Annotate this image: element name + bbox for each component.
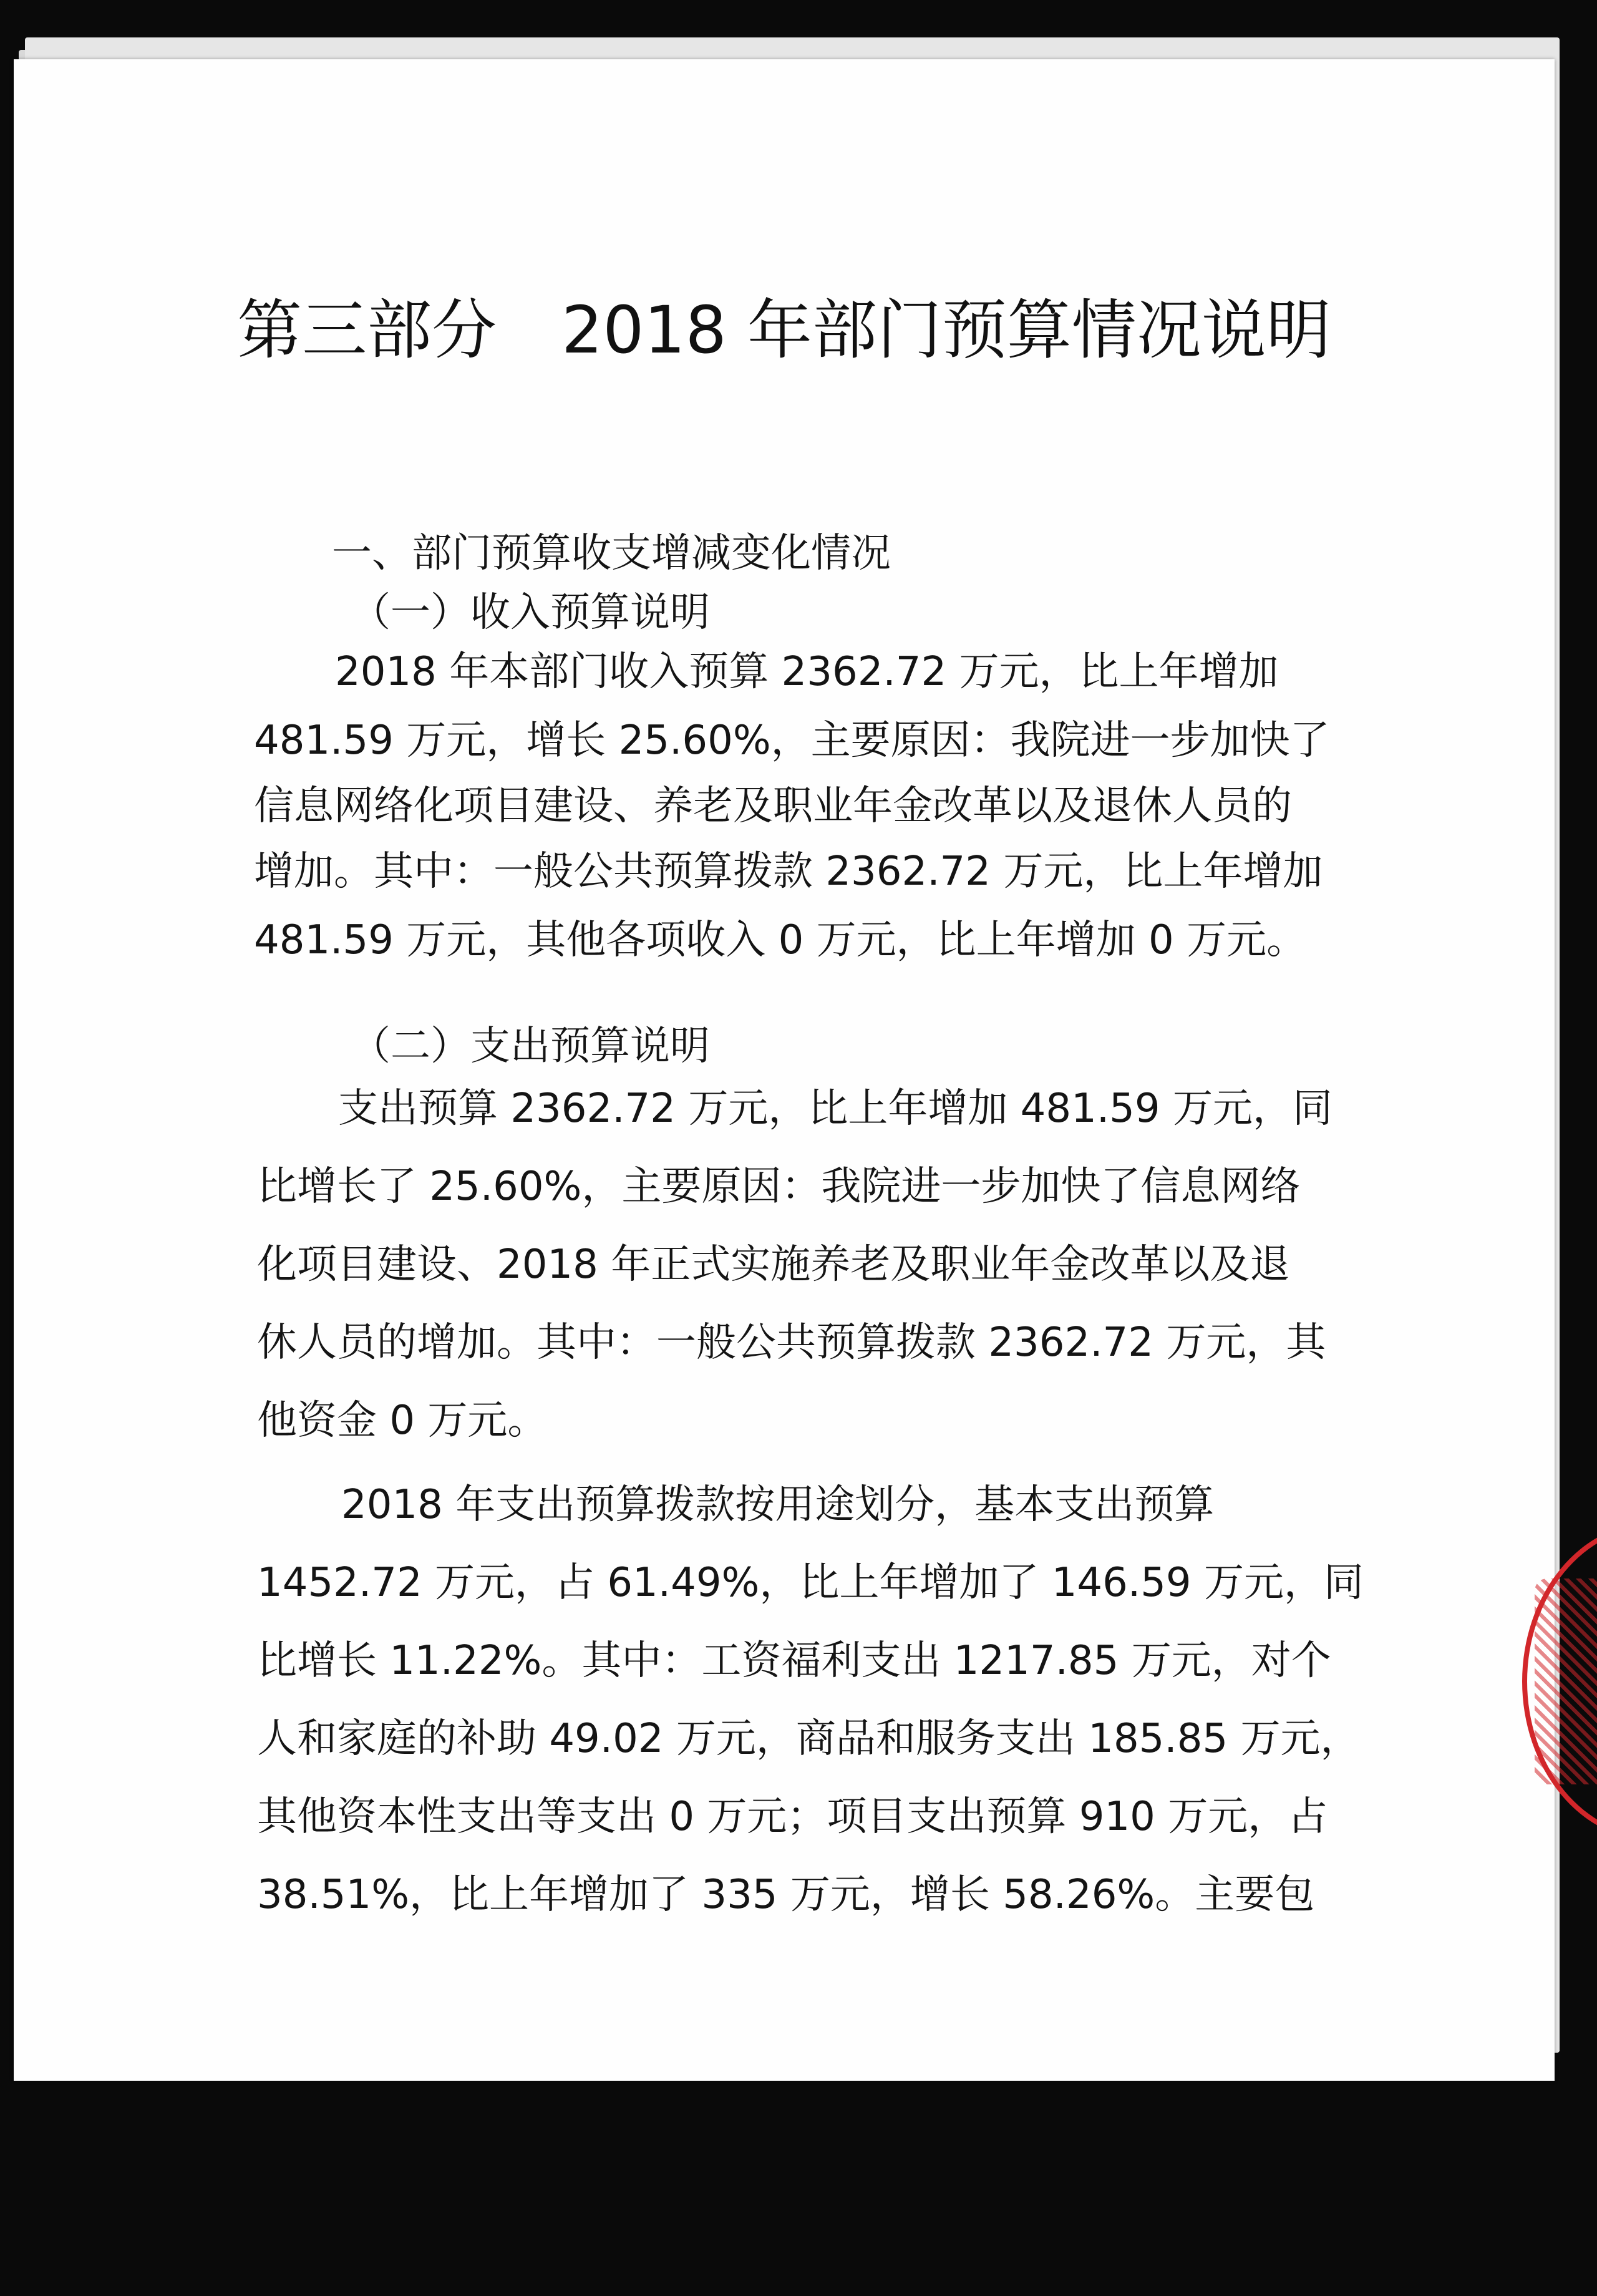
income-line-4: 增加。其中：一般公共预算拨款 2362.72 万元，比上年增加: [254, 849, 1323, 895]
income-line-5: 481.59 万元，其他各项收入 0 万元，比上年增加 0 万元。: [254, 917, 1307, 963]
seal-texture: [1535, 1578, 1597, 1784]
expense-use-line-5: 其他资本性支出等支出 0 万元；项目支出预算 910 万元，占: [257, 1794, 1328, 1840]
section-heading: 一、部门预算收支增减变化情况: [332, 530, 891, 576]
expense-line-3: 化项目建设、2018 年正式实施养老及职业年金改革以及退: [257, 1242, 1290, 1288]
income-line-1: 2018 年本部门收入预算 2362.72 万元，比上年增加: [335, 649, 1279, 695]
expense-line-1: 支出预算 2362.72 万元，比上年增加 481.59 万元，同: [338, 1086, 1332, 1132]
expense-use-line-2: 1452.72 万元，占 61.49%，比上年增加了 146.59 万元，同: [257, 1560, 1364, 1606]
page-title: 第三部分 2018 年部门预算情况说明: [237, 292, 1331, 368]
document-page: [14, 59, 1555, 2081]
expense-subheading: （二）支出预算说明: [351, 1023, 710, 1069]
expense-use-line-1: 2018 年支出预算拨款按用途划分，基本支出预算: [341, 1482, 1215, 1528]
expense-use-line-3: 比增长 11.22%。其中：工资福利支出 1217.85 万元，对个: [257, 1638, 1331, 1684]
expense-use-line-6: 38.51%，比上年增加了 335 万元，增长 58.26%。主要包: [257, 1872, 1315, 1918]
red-seal-stamp: [1522, 1522, 1597, 1841]
expense-line-2: 比增长了 25.60%，主要原因：我院进一步加快了信息网络: [257, 1164, 1301, 1210]
expense-line-4: 休人员的增加。其中：一般公共预算拨款 2362.72 万元，其: [257, 1320, 1326, 1366]
expense-line-5: 他资金 0 万元。: [257, 1398, 548, 1444]
income-line-2: 481.59 万元，增长 25.60%，主要原因：我院进一步加快了: [254, 718, 1330, 764]
income-line-3: 信息网络化项目建设、养老及职业年金改革以及退休人员的: [254, 783, 1292, 829]
expense-use-line-4: 人和家庭的补助 49.02 万元，商品和服务支出 185.85 万元，: [257, 1716, 1361, 1762]
income-subheading: （一）收入预算说明: [351, 590, 710, 636]
